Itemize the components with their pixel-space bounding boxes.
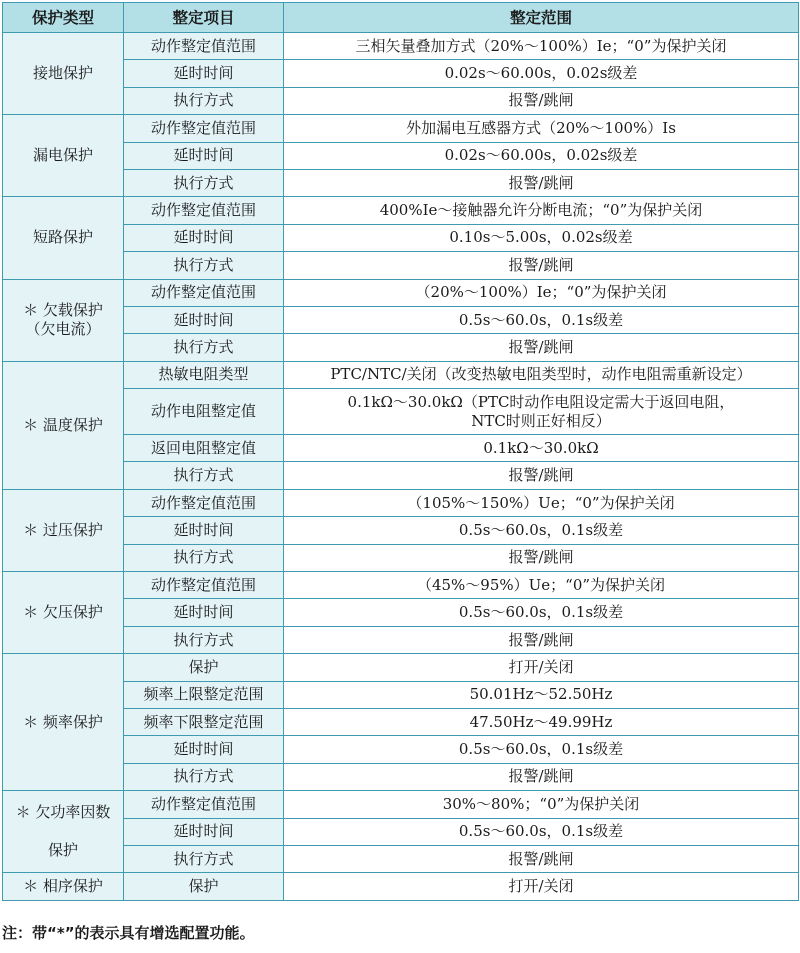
table-row [3, 197, 799, 224]
setting-item-cell: 执行方式 [124, 252, 284, 279]
protection-settings-table [2, 2, 799, 901]
protection-type-label: ＊ 相序保护 [23, 877, 103, 896]
setting-item-cell: 延时时间 [124, 60, 284, 87]
setting-range-cell: 47.50Hz～49.99Hz [284, 708, 799, 735]
setting-item-cell: 热敏电阻类型 [124, 361, 284, 388]
setting-range-cell: 三相矢量叠加方式（20%～100%）Ie；“0”为保护关闭 [284, 33, 799, 60]
setting-range-cell: 0.5s～60.0s，0.1s级差 [284, 736, 799, 763]
setting-range-cell: （45%～95%）Ue；“0”为保护关闭 [284, 572, 799, 599]
setting-range-cell: 0.02s～60.00s，0.02s级差 [284, 142, 799, 169]
setting-range-cell: 0.02s～60.00s，0.02s级差 [284, 60, 799, 87]
table-row [3, 361, 799, 388]
setting-item-cell: 保护 [124, 873, 284, 900]
setting-item-cell: 执行方式 [124, 169, 284, 196]
table-row [3, 489, 799, 516]
header-protection-type: 保护类型 [3, 3, 124, 33]
protection-type-cell [3, 115, 124, 197]
protection-type-label: ＊ 欠载保护 [23, 301, 103, 320]
setting-item-cell: 执行方式 [124, 544, 284, 571]
setting-item-cell: 执行方式 [124, 845, 284, 872]
table-row [3, 654, 799, 681]
setting-item-cell: 执行方式 [124, 87, 284, 114]
protection-type-cell [3, 791, 124, 873]
setting-range-cell: 400%Ie～接触器允许分断电流；“0”为保护关闭 [284, 197, 799, 224]
setting-item-cell: 保护 [124, 654, 284, 681]
protection-type-cell [3, 33, 124, 115]
setting-item-cell: 延时时间 [124, 818, 284, 845]
setting-range-cell: 0.5s～60.0s，0.1s级差 [284, 818, 799, 845]
setting-item-cell: 延时时间 [124, 224, 284, 251]
protection-type-label: ＊ 欠压保护 [23, 603, 103, 622]
protection-type-label: ＊ 频率保护 [23, 712, 103, 731]
table-row [3, 572, 799, 599]
setting-range-line: NTC时则正好相反） [471, 411, 611, 430]
setting-range-cell: （105%～150%）Ue；“0”为保护关闭 [284, 489, 799, 516]
footnote: 注：带“*”的表示具有增选配置功能。 [2, 924, 255, 942]
header-setting-range: 整定范围 [284, 3, 799, 33]
table-row [3, 791, 799, 818]
setting-item-cell: 执行方式 [124, 462, 284, 489]
setting-range-cell: 0.5s～60.0s，0.1s级差 [284, 599, 799, 626]
setting-range-cell: PTC/NTC/关闭（改变热敏电阻类型时，动作电阻需重新设定） [284, 361, 799, 388]
protection-type-label: 短路保护 [32, 228, 93, 247]
setting-range-cell [284, 389, 799, 435]
protection-type-cell [3, 654, 124, 791]
setting-item-cell: 延时时间 [124, 736, 284, 763]
setting-item-cell: 动作整定值范围 [124, 489, 284, 516]
protection-type-cell [3, 361, 124, 489]
setting-range-cell: 0.5s～60.0s，0.1s级差 [284, 517, 799, 544]
protection-type-cell [3, 279, 124, 361]
setting-item-cell: 执行方式 [124, 626, 284, 653]
setting-range-cell: 报警/跳闸 [284, 334, 799, 361]
protection-type-sublabel: （欠电流） [25, 320, 101, 339]
header-setting-item: 整定项目 [124, 3, 284, 33]
setting-item-cell: 频率上限整定范围 [124, 681, 284, 708]
protection-type-label: 漏电保护 [32, 146, 93, 165]
setting-range-cell: 打开/关闭 [284, 873, 799, 900]
setting-range-cell: 报警/跳闸 [284, 626, 799, 653]
setting-range-cell: 打开/关闭 [284, 654, 799, 681]
setting-range-cell: 报警/跳闸 [284, 462, 799, 489]
setting-item-cell: 动作整定值范围 [124, 115, 284, 142]
setting-range-cell: 0.10s～5.00s，0.02s级差 [284, 224, 799, 251]
setting-item-cell: 延时时间 [124, 517, 284, 544]
setting-item-cell: 执行方式 [124, 334, 284, 361]
protection-type-cell [3, 489, 124, 571]
setting-item-cell: 延时时间 [124, 142, 284, 169]
protection-type-sublabel: 保护 [47, 841, 78, 860]
protection-type-cell [3, 197, 124, 279]
setting-range-cell: 30%～80%；“0”为保护关闭 [284, 791, 799, 818]
setting-item-cell: 动作整定值范围 [124, 572, 284, 599]
setting-item-cell: 动作整定值范围 [124, 33, 284, 60]
setting-range-cell: 报警/跳闸 [284, 544, 799, 571]
table-row [3, 279, 799, 306]
protection-type-label: ＊ 温度保护 [23, 415, 103, 434]
setting-item-cell: 动作整定值范围 [124, 279, 284, 306]
setting-range-cell: 报警/跳闸 [284, 763, 799, 790]
setting-range-cell: 报警/跳闸 [284, 845, 799, 872]
protection-type-cell [3, 572, 124, 654]
setting-range-cell: 报警/跳闸 [284, 252, 799, 279]
protection-type-label: ＊ 过压保护 [23, 520, 103, 539]
setting-range-cell: 0.1kΩ～30.0kΩ [284, 435, 799, 462]
protection-type-label: 接地保护 [32, 64, 93, 83]
setting-range-cell: 报警/跳闸 [284, 87, 799, 114]
table-row [3, 873, 799, 900]
setting-range-cell: 报警/跳闸 [284, 169, 799, 196]
setting-range-cell: （20%～100%）Ie；“0”为保护关闭 [284, 279, 799, 306]
setting-range-line: 0.1kΩ～30.0kΩ（PTC时动作电阻设定需大于返回电阻， [347, 392, 735, 411]
setting-item-cell: 延时时间 [124, 599, 284, 626]
setting-item-cell: 执行方式 [124, 763, 284, 790]
setting-range-cell: 外加漏电互感器方式（20%～100%）Is [284, 115, 799, 142]
table-row [3, 33, 799, 60]
setting-range-cell: 0.5s～60.0s，0.1s级差 [284, 306, 799, 333]
setting-range-cell: 50.01Hz～52.50Hz [284, 681, 799, 708]
setting-item-cell: 频率下限整定范围 [124, 708, 284, 735]
setting-item-cell: 动作整定值范围 [124, 791, 284, 818]
protection-type-label: ＊ 欠功率因数 [15, 803, 111, 822]
setting-item-cell: 动作整定值范围 [124, 197, 284, 224]
protection-type-cell [3, 873, 124, 900]
setting-item-cell: 延时时间 [124, 306, 284, 333]
setting-item-cell: 动作电阻整定值 [124, 389, 284, 435]
table-row [3, 115, 799, 142]
table-header-row [3, 3, 799, 33]
setting-item-cell: 返回电阻整定值 [124, 435, 284, 462]
